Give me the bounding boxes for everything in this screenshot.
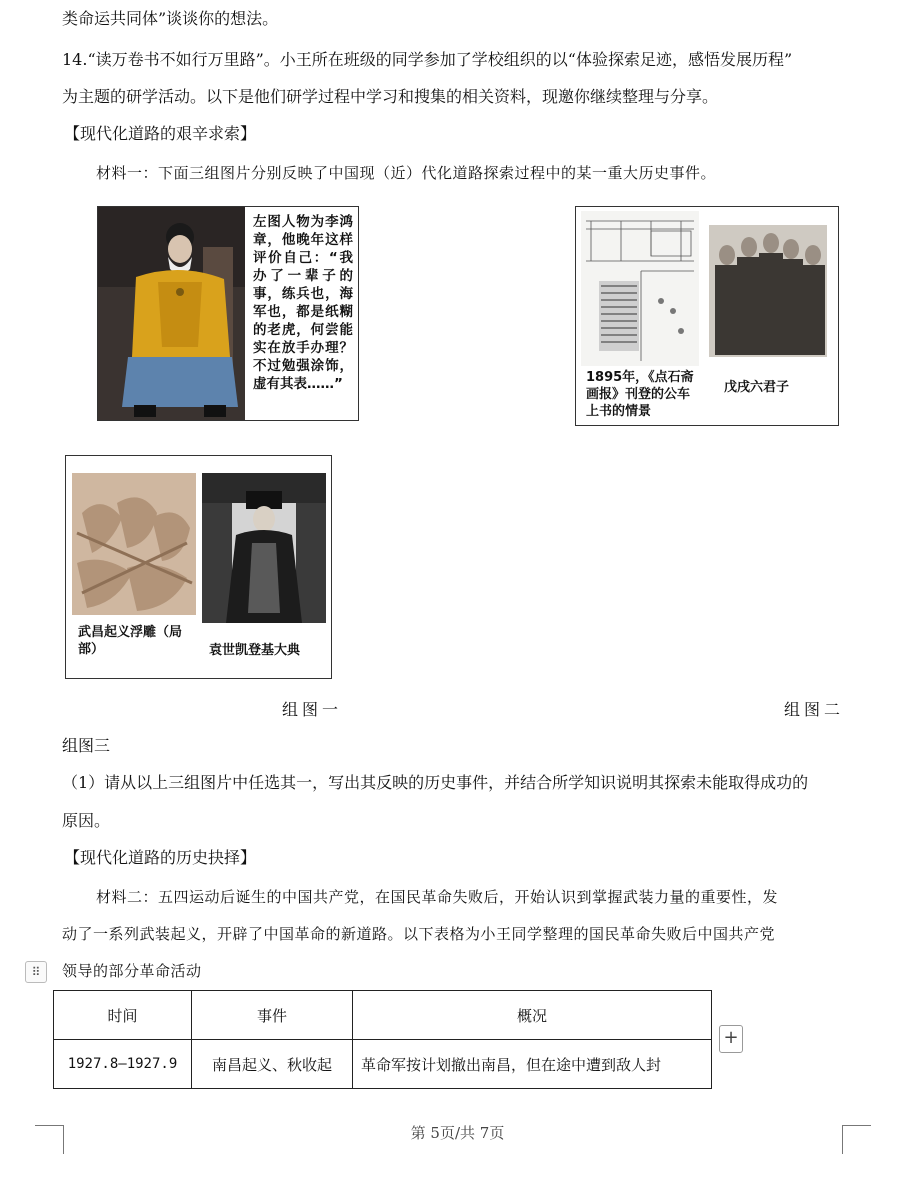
- page-footer: 第 5页/共 7页: [410, 1124, 505, 1142]
- table-header-overview: 概况: [353, 991, 712, 1040]
- gongche-shangshu-engraving: [581, 211, 699, 366]
- figure-group-1: [97, 206, 359, 421]
- table-header-event: 事件: [192, 991, 353, 1040]
- question-1-line-1: （1）请从以上三组图片中任选其一，写出其反映的历史事件，并结合所学知识说明其探索未能取得成功的: [62, 773, 809, 792]
- material-2-line-3: 领导的部分革命活动: [62, 962, 202, 980]
- yuan-shikai-caption: 袁世凯登基大典: [209, 643, 301, 658]
- question-14-line-2: 为主题的研学活动。以下是他们研学过程中学习和搜集的相关资料，现邀你继续整理与分享。: [62, 87, 719, 106]
- question-14-line-1: 14.“读万卷书不如行万里路”。小王所在班级的同学参加了学校组织的以“体验探索足迹，感悟发展历程”: [62, 50, 793, 69]
- li-hongzhang-photo: [98, 207, 245, 420]
- question-1-line-2: 原因。: [62, 811, 111, 830]
- wuchang-uprising-relief: [72, 473, 196, 615]
- text-line-0: 类命运共同体”谈谈你的想法。: [62, 9, 279, 28]
- table-header-time: 时间: [54, 991, 192, 1040]
- material-2-line-1: 材料二：五四运动后诞生的中国共产党，在国民革命失败后，开始认识到掌握武装力量的重要性，发: [96, 888, 779, 906]
- yuan-shikai-enthronement-photo: [202, 473, 326, 623]
- section-heading-2: 【现代化道路的历史抉择】: [64, 848, 257, 867]
- table-header-row: [54, 991, 712, 1040]
- figure-group-2: [575, 206, 839, 426]
- wuxu-six-caption: 戊戌六君子: [724, 380, 790, 395]
- li-hongzhang-quote: 左图人物为李鸿章，他晚年这样评价自己：“我办了一辈子的事，练兵也，海军也，都是纸糊的老虎，何尝能实在放手办理？不过勉强涂饰，虚有其表……”: [253, 214, 353, 392]
- table-drag-handle-icon[interactable]: ⠿: [25, 961, 47, 983]
- table-cell-event: 南昌起义、秋收起: [192, 1040, 353, 1089]
- revolution-activities-table: [53, 990, 712, 1089]
- table-row: [54, 1040, 712, 1089]
- gongche-shangshu-caption: 1895年，《点石斋画报》刊登的公车上书的情景: [586, 370, 694, 419]
- wuxu-six-gentlemen-photo: [709, 225, 827, 357]
- add-column-button[interactable]: +: [719, 1025, 743, 1053]
- group-1-label: 组图一: [282, 700, 343, 719]
- table-cell-overview: 革命军按计划撤出南昌，但在途中遭到敌人封: [353, 1040, 712, 1089]
- group-2-label: 组图二: [784, 700, 845, 719]
- group-3-label: 组图三: [62, 736, 111, 755]
- figure-group-3: [65, 455, 332, 679]
- section-heading-1: 【现代化道路的艰辛求索】: [64, 124, 257, 143]
- wuchang-relief-caption: 武昌起义浮雕（局部）: [78, 625, 183, 657]
- table-cell-time: 1927.8—1927.9: [54, 1040, 192, 1089]
- material-1-text: 材料一：下面三组图片分别反映了中国现（近）代化道路探索过程中的某一重大历史事件。: [96, 164, 717, 182]
- material-2-line-2: 动了一系列武装起义，开辟了中国革命的新道路。以下表格为小王同学整理的国民革命失败后中国共产党: [62, 925, 776, 943]
